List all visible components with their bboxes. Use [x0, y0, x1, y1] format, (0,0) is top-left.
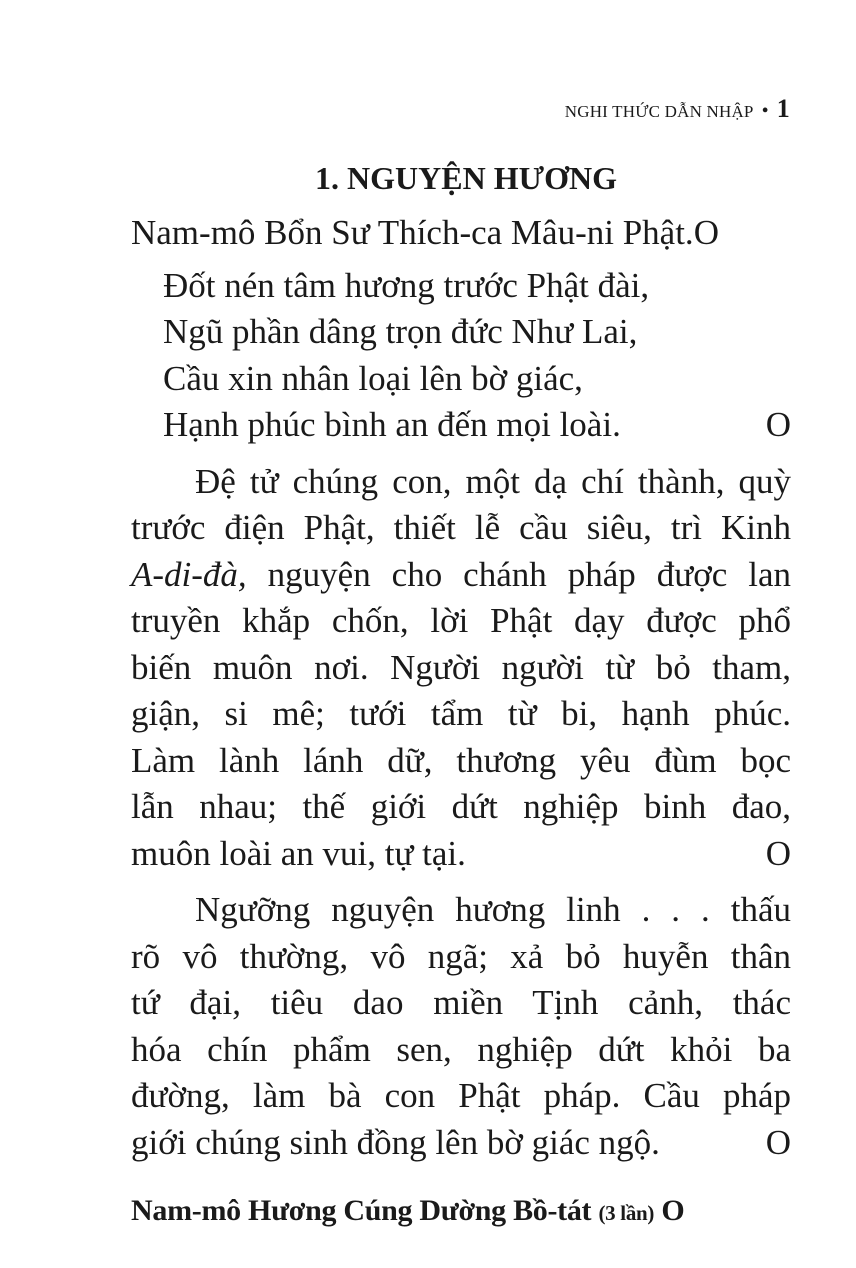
verse-line: Cầu xin nhân loại lên bờ giác, — [163, 358, 583, 398]
paragraph-line: rõ vô thường, vô ngã; xả bỏ huyễn thân — [131, 936, 791, 976]
paragraph-last-row — [131, 1120, 791, 1167]
paragraph-mark: O — [765, 833, 791, 873]
repeat-note: (3 lần) — [598, 1201, 655, 1225]
closing-mark: O — [661, 1194, 685, 1227]
page-number: 1 — [776, 94, 790, 123]
paragraph-line: hóa chín phẩm sen, nghiệp dứt khỏi ba — [131, 1029, 791, 1069]
bullet-separator: • — [761, 100, 769, 122]
invocation-line — [131, 210, 791, 257]
section-title: NGHI THỨC DẪN NHẬP — [564, 102, 754, 121]
paragraph-last-row — [131, 831, 791, 878]
paragraph-line — [131, 552, 791, 599]
verse-last-row — [163, 402, 791, 449]
paragraph-line: Đệ tử chúng con, một dạ chí thành, quỳ — [195, 461, 791, 501]
page-content — [131, 150, 791, 1237]
verse-mark: O — [765, 405, 791, 444]
paragraph-line: Làm lành lánh dữ, thương yêu đùm bọc — [131, 740, 791, 780]
closing-invocation — [131, 1188, 791, 1237]
paragraph-line: Ngưỡng nguyện hương linh . . . thấu — [195, 890, 791, 929]
invocation-mark: O — [693, 213, 719, 252]
chapter-title: 1. NGUYỆN HƯƠNG — [315, 160, 617, 196]
paragraph-1 — [131, 459, 791, 878]
paragraph-line: giới chúng sinh đồng lên bờ giác ngộ. — [131, 1122, 660, 1162]
paragraph-line-text: nguyện cho chánh pháp được lan — [267, 554, 791, 594]
paragraph-mark: O — [765, 1122, 791, 1162]
paragraph-line: giận, si mê; tưới tẩm từ bi, hạnh phúc. — [131, 694, 791, 733]
verse-line: Đốt nén tâm hương trước Phật đài, — [163, 265, 650, 305]
verse-block — [131, 263, 791, 449]
paragraph-line: trước điện Phật, thiết lễ cầu siêu, trì Kinh — [131, 508, 791, 547]
paragraph-line: truyền khắp chốn, lời Phật dạy được phổ — [131, 601, 791, 640]
closing-text: Nam-mô Hương Cúng Dường Bồ-tát — [131, 1194, 592, 1227]
paragraph-line: lẫn nhau; thế giới dứt nghiệp binh đao, — [131, 787, 791, 826]
invocation-text: Nam-mô Bổn Sư Thích-ca Mâu-ni Phật. — [131, 213, 694, 252]
paragraph-line: muôn loài an vui, tự tại. — [131, 833, 466, 873]
paragraph-line: tứ đại, tiêu dao miền Tịnh cảnh, thác — [131, 983, 791, 1022]
running-header — [565, 94, 790, 124]
verse-line: Ngũ phần dâng trọn đức Như Lai, — [163, 312, 638, 351]
paragraph-line: biến muôn nơi. Người người từ bỏ tham, — [131, 647, 791, 687]
verse-line: Hạnh phúc bình an đến mọi loài. — [163, 405, 621, 444]
paragraph-2 — [131, 887, 791, 1166]
italic-sutra-name: A-di-đà, — [131, 554, 247, 594]
paragraph-line: đường, làm bà con Phật pháp. Cầu pháp — [131, 1076, 791, 1115]
